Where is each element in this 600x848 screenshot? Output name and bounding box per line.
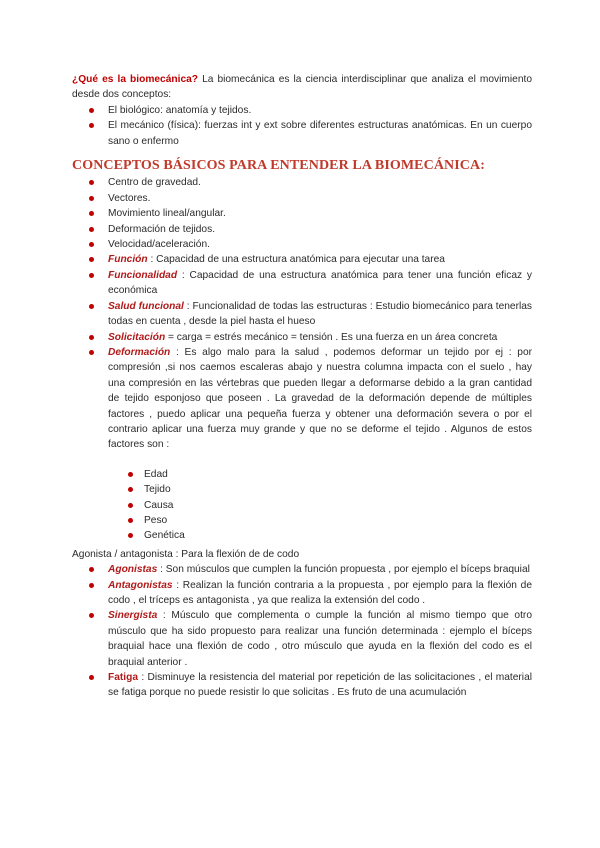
list-item: Movimiento lineal/angular. bbox=[72, 206, 532, 221]
list-item: Causa bbox=[72, 498, 532, 513]
list-item: Genética bbox=[72, 528, 532, 543]
list-item: Peso bbox=[72, 513, 532, 528]
definition-item: Sinergista : Músculo que complementa o cumple la función al mismo tiempo que otro músculo que ha sido propuesto para realizar una función determinada : ejemplo el bíceps braquial hace una flexión de codo , otro músculo que ayuda en la flexión del codo es el braquial anterior . bbox=[72, 608, 532, 670]
definition-item: Fatiga : Disminuye la resistencia del material por repetición de las solicitaciones , el material se fatiga porque no puede resistir lo que solicitas . Es fruto de una acumulación bbox=[72, 670, 532, 701]
definition-item: Funcionalidad : Capacidad de una estructura anatómica para tener una función eficaz y económica bbox=[72, 268, 532, 299]
bullet-icon bbox=[128, 503, 133, 508]
bullet-icon bbox=[89, 123, 94, 128]
intro-answer: La biomecánica es la ciencia interdisciplinar que analiza el movimiento desde dos conceptos: bbox=[72, 74, 532, 101]
definition-item: Antagonistas : Realizan la función contraria a la propuesta , por ejemplo para la flexión de codo , el tríceps es antagonista , ya que realiza la extensión del codo . bbox=[72, 578, 532, 609]
bullet-icon bbox=[89, 304, 94, 309]
list-item: El mecánico (física): fuerzas int y ext sobre diferentes estructuras anatómicas. En un cuerpo sano o enfermo bbox=[72, 118, 532, 149]
bullet-icon bbox=[89, 273, 94, 278]
section-heading: CONCEPTOS BÁSICOS PARA ENTENDER LA BIOMECÁNICA: bbox=[72, 158, 485, 174]
term-funcion: Función bbox=[108, 254, 148, 266]
term-funcionalidad: Funcionalidad bbox=[108, 269, 178, 281]
bullet-icon bbox=[89, 257, 94, 262]
term-solicitacion: Solicitación bbox=[108, 331, 166, 343]
bullet-icon bbox=[89, 180, 94, 185]
bullet-icon bbox=[128, 533, 133, 538]
intro-question: ¿Qué es la biomecánica? bbox=[72, 74, 198, 85]
agonist-list bbox=[72, 562, 532, 701]
definition-item: Agonistas : Son músculos que cumplen la función propuesta , por ejemplo el bíceps braquial bbox=[72, 562, 532, 577]
bullet-icon bbox=[89, 675, 94, 680]
list-item: El biológico: anatomía y tejidos. bbox=[72, 103, 532, 118]
document-body bbox=[72, 72, 532, 701]
list-item: Vectores. bbox=[72, 191, 532, 206]
list-item: Tejido bbox=[72, 482, 532, 497]
list-item: Deformación de tejidos. bbox=[72, 222, 532, 237]
agonist-intro: Agonista / antagonista : Para la flexión de de codo bbox=[72, 548, 300, 560]
intro-paragraph bbox=[72, 72, 532, 103]
bullet-icon bbox=[128, 472, 133, 477]
bullet-icon bbox=[89, 335, 94, 340]
intro-list bbox=[72, 103, 532, 149]
term-agonistas: Agonistas bbox=[108, 564, 158, 576]
bullet-icon bbox=[89, 196, 94, 201]
bullet-icon bbox=[89, 108, 94, 113]
factors-list bbox=[72, 467, 532, 544]
bullet-icon bbox=[89, 567, 94, 572]
bullet-icon bbox=[89, 211, 94, 216]
bullet-icon bbox=[89, 227, 94, 232]
term-fatiga: Fatiga bbox=[108, 672, 139, 684]
basics-list bbox=[72, 175, 532, 452]
bullet-icon bbox=[128, 487, 133, 492]
definition-item: Salud funcional : Funcionalidad de todas las estructuras : Estudio biomecánico para tenerlas todas en cuenta , desde la piel hasta el hueso bbox=[72, 299, 532, 330]
list-item: Centro de gravedad. bbox=[72, 175, 532, 190]
term-sinergista: Sinergista bbox=[108, 610, 158, 622]
list-item: Velocidad/aceleración. bbox=[72, 237, 532, 252]
term-deformacion: Deformación bbox=[108, 346, 171, 358]
definition-item: Función : Capacidad de una estructura anatómica para ejecutar una tarea bbox=[72, 252, 532, 267]
definition-item: Solicitación = carga = estrés mecánico = tensión . Es una fuerza en un área concreta bbox=[72, 330, 532, 345]
term-antagonistas: Antagonistas bbox=[108, 579, 173, 591]
definition-item: Deformación : Es algo malo para la salud , podemos deformar un tejido por ej : por compresión ,si nos caemos escaleras abajo y nuestra columna impacta con el suelo , hay una compresión en las vértebras que pueden llegar a deformarse debido a la gran cantidad de tejido esponjoso que poseen . La gravedad de la deformación depende de múltiples factores , puedo aplicar una pequeña fuerza y obtener una deformación severa o por el contrario aplicar una fuerza muy grande y que no se deforme el tejido . Algunos de estos factores son : bbox=[72, 345, 532, 453]
bullet-icon bbox=[89, 583, 94, 588]
term-salud-funcional: Salud funcional bbox=[108, 300, 184, 312]
bullet-icon bbox=[89, 613, 94, 618]
list-item: Edad bbox=[72, 467, 532, 482]
bullet-icon bbox=[89, 350, 94, 355]
bullet-icon bbox=[89, 242, 94, 247]
spacer bbox=[72, 453, 532, 467]
bullet-icon bbox=[128, 518, 133, 523]
